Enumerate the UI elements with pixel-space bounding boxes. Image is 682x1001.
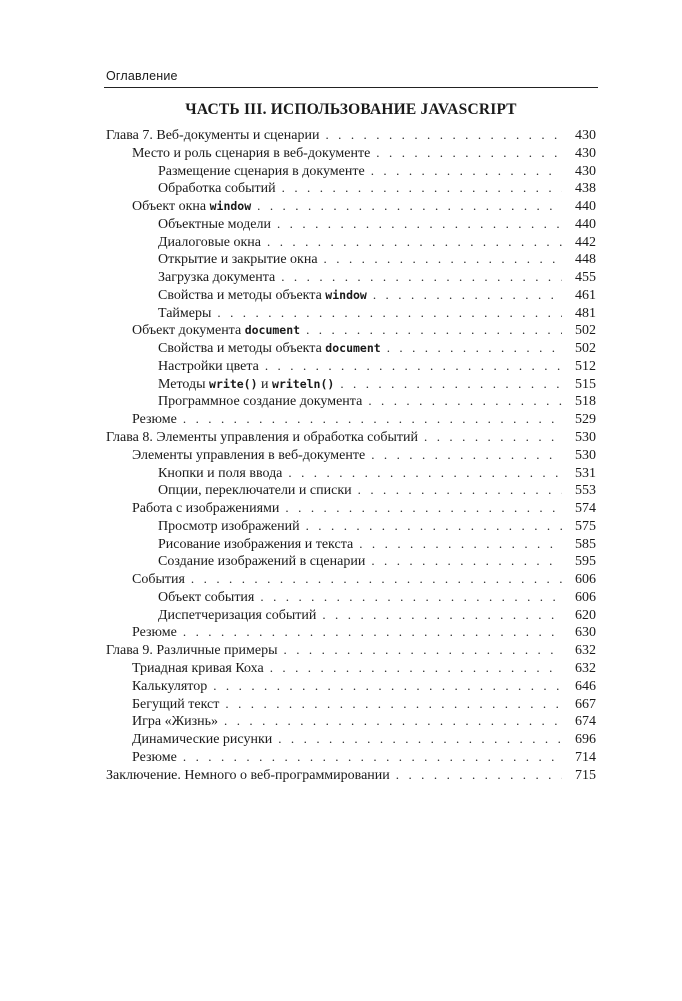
dot-leader bbox=[306, 517, 562, 535]
toc-entry-title bbox=[132, 145, 370, 163]
title-text: Свойства и методы объекта bbox=[158, 287, 326, 303]
toc-entry-title bbox=[132, 731, 272, 749]
title-text: Методы bbox=[158, 376, 210, 392]
toc-entry[interactable] bbox=[106, 499, 596, 517]
code-term: document bbox=[325, 341, 381, 356]
code-term: write() bbox=[209, 376, 258, 391]
toc-entry-title bbox=[132, 500, 279, 518]
title-text: Работа с изображениями bbox=[132, 501, 280, 517]
toc-entry-title bbox=[158, 376, 334, 394]
toc-entry[interactable] bbox=[106, 552, 596, 570]
toc-entry[interactable] bbox=[106, 375, 596, 393]
toc-entry-title bbox=[158, 607, 316, 625]
dot-leader bbox=[358, 481, 562, 499]
page-number: 518 bbox=[575, 394, 596, 410]
toc-entry[interactable] bbox=[106, 428, 596, 446]
page-number: 530 bbox=[575, 447, 596, 463]
title-text: и bbox=[257, 376, 273, 392]
toc-entry[interactable] bbox=[106, 126, 596, 144]
title-text: Диспетчеризация событий bbox=[158, 607, 317, 623]
title-text: Диалоговые окна bbox=[158, 234, 261, 250]
toc-entry-title bbox=[132, 660, 264, 678]
toc-entry-title bbox=[132, 713, 218, 731]
page-number: 438 bbox=[575, 181, 596, 197]
toc-entry[interactable] bbox=[106, 606, 596, 624]
dot-leader bbox=[277, 215, 562, 233]
toc-entry-title bbox=[158, 216, 271, 234]
page-number: 674 bbox=[575, 714, 596, 730]
toc-entry[interactable] bbox=[106, 339, 596, 357]
dot-leader bbox=[387, 339, 562, 357]
dot-leader bbox=[340, 375, 562, 393]
toc-entry-title bbox=[106, 127, 319, 145]
title-text: Таймеры bbox=[158, 305, 212, 321]
title-text: Объектные модели bbox=[158, 216, 271, 232]
toc-entry[interactable] bbox=[106, 695, 596, 713]
dot-leader bbox=[265, 357, 562, 375]
page-number: 606 bbox=[575, 589, 596, 605]
title-text: Загрузка документа bbox=[158, 270, 276, 286]
title-text: Глава 7. Веб-документы и сценарии bbox=[106, 128, 320, 143]
table-of-contents bbox=[106, 126, 596, 783]
title-text: Обработка событий bbox=[158, 181, 276, 197]
title-text: Объект события bbox=[158, 589, 255, 605]
page-number: 461 bbox=[575, 287, 596, 303]
toc-entry-title bbox=[132, 411, 177, 429]
title-text: Триадная кривая Коха bbox=[132, 660, 264, 676]
code-term: document bbox=[244, 323, 301, 338]
title-text: Резюме bbox=[132, 625, 177, 641]
toc-entry[interactable] bbox=[106, 144, 596, 162]
toc-entry-title bbox=[158, 482, 352, 500]
title-text: Глава 8. Элементы управления и обработка событий bbox=[106, 430, 419, 446]
dot-leader bbox=[224, 712, 562, 730]
page-number: 632 bbox=[575, 643, 596, 659]
dot-leader bbox=[183, 410, 562, 428]
title-text: Открытие и закрытие окна bbox=[158, 252, 318, 268]
title-text: Свойства и методы объекта bbox=[158, 341, 326, 357]
toc-entry[interactable] bbox=[106, 641, 596, 659]
dot-leader bbox=[324, 250, 562, 268]
page-number: 512 bbox=[575, 358, 596, 374]
title-text: Программное создание документа bbox=[158, 394, 363, 410]
toc-entry[interactable] bbox=[106, 570, 596, 588]
toc-entry-title bbox=[158, 518, 300, 536]
page-number: 440 bbox=[575, 199, 596, 215]
dot-leader bbox=[282, 179, 562, 197]
title-text: Кнопки и поля ввода bbox=[158, 465, 283, 481]
toc-entry[interactable] bbox=[106, 766, 596, 784]
title-text: Объект документа bbox=[132, 323, 245, 339]
page-number: 574 bbox=[575, 501, 596, 517]
page-number: 530 bbox=[575, 430, 596, 446]
title-text: Глава 9. Различные примеры bbox=[106, 643, 278, 659]
page-number: 620 bbox=[575, 607, 596, 623]
page-number: 430 bbox=[575, 163, 596, 179]
toc-entry-title bbox=[132, 198, 251, 216]
page-number: 585 bbox=[575, 536, 596, 552]
toc-entry-title bbox=[106, 429, 418, 447]
toc-entry-title bbox=[106, 767, 390, 785]
dot-leader bbox=[183, 623, 562, 641]
toc-entry-title bbox=[158, 393, 362, 411]
title-text: Резюме bbox=[132, 749, 177, 765]
page-number: 575 bbox=[575, 518, 596, 534]
toc-entry-title bbox=[106, 642, 278, 660]
page-number: 606 bbox=[575, 572, 596, 588]
title-text: Рисование изображения и текста bbox=[158, 536, 354, 552]
page-number: 715 bbox=[575, 767, 596, 783]
page-number: 646 bbox=[575, 678, 596, 694]
dot-leader bbox=[371, 162, 562, 180]
dot-leader bbox=[306, 321, 562, 339]
toc-entry[interactable] bbox=[106, 357, 596, 375]
dot-leader bbox=[217, 304, 562, 322]
toc-entry[interactable] bbox=[106, 321, 596, 339]
title-text: Игра «Жизнь» bbox=[132, 714, 219, 730]
part-title: ЧАСТЬ III. ИСПОЛЬЗОВАНИЕ JAVASCRIPT bbox=[185, 101, 517, 118]
page-number: 448 bbox=[575, 252, 596, 268]
toc-entry-title bbox=[158, 234, 261, 252]
page-number: 430 bbox=[575, 145, 596, 161]
dot-leader bbox=[359, 535, 562, 553]
toc-entry-title bbox=[158, 465, 282, 483]
toc-entry[interactable] bbox=[106, 677, 596, 695]
page-number: 529 bbox=[575, 412, 596, 428]
title-text: Заключение. Немного о веб-программировании bbox=[106, 767, 390, 783]
toc-entry[interactable] bbox=[106, 446, 596, 464]
title-text: Опции, переключатели и списки bbox=[158, 483, 352, 499]
dot-leader bbox=[267, 233, 562, 251]
toc-entry[interactable] bbox=[106, 748, 596, 766]
dot-leader bbox=[278, 730, 562, 748]
dot-leader bbox=[284, 641, 562, 659]
toc-entry-title bbox=[158, 163, 365, 181]
dot-leader bbox=[376, 144, 562, 162]
page-number: 531 bbox=[575, 465, 596, 481]
page-number: 714 bbox=[575, 749, 596, 765]
title-text: События bbox=[132, 572, 185, 588]
title-text: Размещение сценария в документе bbox=[158, 163, 365, 179]
toc-entry-title bbox=[158, 251, 318, 269]
dot-leader bbox=[322, 606, 562, 624]
page-number: 667 bbox=[575, 696, 596, 712]
page-number: 455 bbox=[575, 270, 596, 286]
toc-entry[interactable] bbox=[106, 535, 596, 553]
page-number: 481 bbox=[575, 305, 596, 321]
toc-entry[interactable] bbox=[106, 481, 596, 499]
toc-entry-title bbox=[132, 571, 185, 589]
toc-entry[interactable] bbox=[106, 197, 596, 215]
dot-leader bbox=[281, 268, 562, 286]
page-number: 442 bbox=[575, 234, 596, 250]
toc-entry[interactable] bbox=[106, 517, 596, 535]
running-head: Оглавление bbox=[106, 69, 178, 83]
dot-leader bbox=[371, 552, 562, 570]
toc-entry-title bbox=[158, 305, 211, 323]
dot-leader bbox=[270, 659, 562, 677]
page-number: 553 bbox=[575, 483, 596, 499]
page-number: 440 bbox=[575, 216, 596, 232]
dot-leader bbox=[424, 428, 562, 446]
title-text: Просмотр изображений bbox=[158, 518, 300, 534]
toc-entry[interactable] bbox=[106, 410, 596, 428]
toc-entry-title bbox=[132, 678, 207, 696]
title-text: Создание изображений в сценарии bbox=[158, 554, 366, 570]
toc-entry-title bbox=[158, 589, 254, 607]
title-text: Бегущий текст bbox=[132, 696, 220, 712]
dot-leader bbox=[371, 446, 562, 464]
toc-entry-title bbox=[132, 322, 300, 340]
dot-leader bbox=[285, 499, 562, 517]
toc-entry-title bbox=[158, 553, 365, 571]
toc-entry[interactable] bbox=[106, 162, 596, 180]
page-number: 696 bbox=[575, 732, 596, 748]
title-text: Объект окна bbox=[132, 199, 210, 215]
toc-entry[interactable] bbox=[106, 712, 596, 730]
toc-entry[interactable] bbox=[106, 250, 596, 268]
toc-entry[interactable] bbox=[106, 659, 596, 677]
toc-entry[interactable] bbox=[106, 286, 596, 304]
code-term: writeln() bbox=[272, 376, 335, 391]
toc-entry-title bbox=[158, 358, 259, 376]
page-number: 630 bbox=[575, 625, 596, 641]
toc-entry[interactable] bbox=[106, 233, 596, 251]
title-text: Калькулятор bbox=[132, 678, 208, 694]
toc-entry[interactable] bbox=[106, 215, 596, 233]
page-number: 515 bbox=[575, 376, 596, 392]
code-term: window bbox=[325, 287, 367, 302]
toc-entry-title bbox=[158, 536, 353, 554]
toc-entry[interactable] bbox=[106, 392, 596, 410]
dot-leader bbox=[260, 588, 562, 606]
code-term: window bbox=[209, 199, 252, 214]
toc-entry-title bbox=[132, 624, 177, 642]
dot-leader bbox=[368, 392, 562, 410]
title-text: Резюме bbox=[132, 412, 177, 428]
toc-entry-title bbox=[132, 749, 177, 767]
toc-entry-title bbox=[132, 447, 365, 465]
dot-leader bbox=[213, 677, 562, 695]
toc-entry-title bbox=[158, 180, 276, 198]
header-rule bbox=[104, 87, 598, 88]
dot-leader bbox=[373, 286, 562, 304]
toc-entry[interactable] bbox=[106, 268, 596, 286]
toc-entry[interactable] bbox=[106, 730, 596, 748]
page-number: 502 bbox=[575, 323, 596, 339]
toc-entry-title bbox=[158, 340, 381, 358]
toc-entry-title bbox=[132, 696, 219, 714]
page-number: 632 bbox=[575, 660, 596, 676]
dot-leader bbox=[288, 464, 562, 482]
toc-entry[interactable] bbox=[106, 464, 596, 482]
title-text: Настройки цвета bbox=[158, 358, 259, 374]
page-number: 595 bbox=[575, 554, 596, 570]
page-number: 430 bbox=[575, 128, 596, 143]
dot-leader bbox=[257, 197, 562, 215]
page-number: 502 bbox=[575, 341, 596, 357]
toc-entry[interactable] bbox=[106, 304, 596, 322]
title-text: Динамические рисунки bbox=[132, 732, 273, 748]
dot-leader bbox=[225, 695, 562, 713]
toc-entry-title bbox=[158, 269, 275, 287]
title-text: Элементы управления в веб-документе bbox=[132, 447, 366, 463]
dot-leader bbox=[396, 766, 562, 784]
title-text: Место и роль сценария в веб-документе bbox=[132, 145, 371, 161]
toc-entry-title bbox=[158, 287, 367, 305]
dot-leader bbox=[191, 570, 562, 588]
toc-entry[interactable] bbox=[106, 179, 596, 197]
dot-leader bbox=[325, 126, 562, 144]
toc-entry[interactable] bbox=[106, 623, 596, 641]
toc-entry[interactable] bbox=[106, 588, 596, 606]
dot-leader bbox=[183, 748, 562, 766]
